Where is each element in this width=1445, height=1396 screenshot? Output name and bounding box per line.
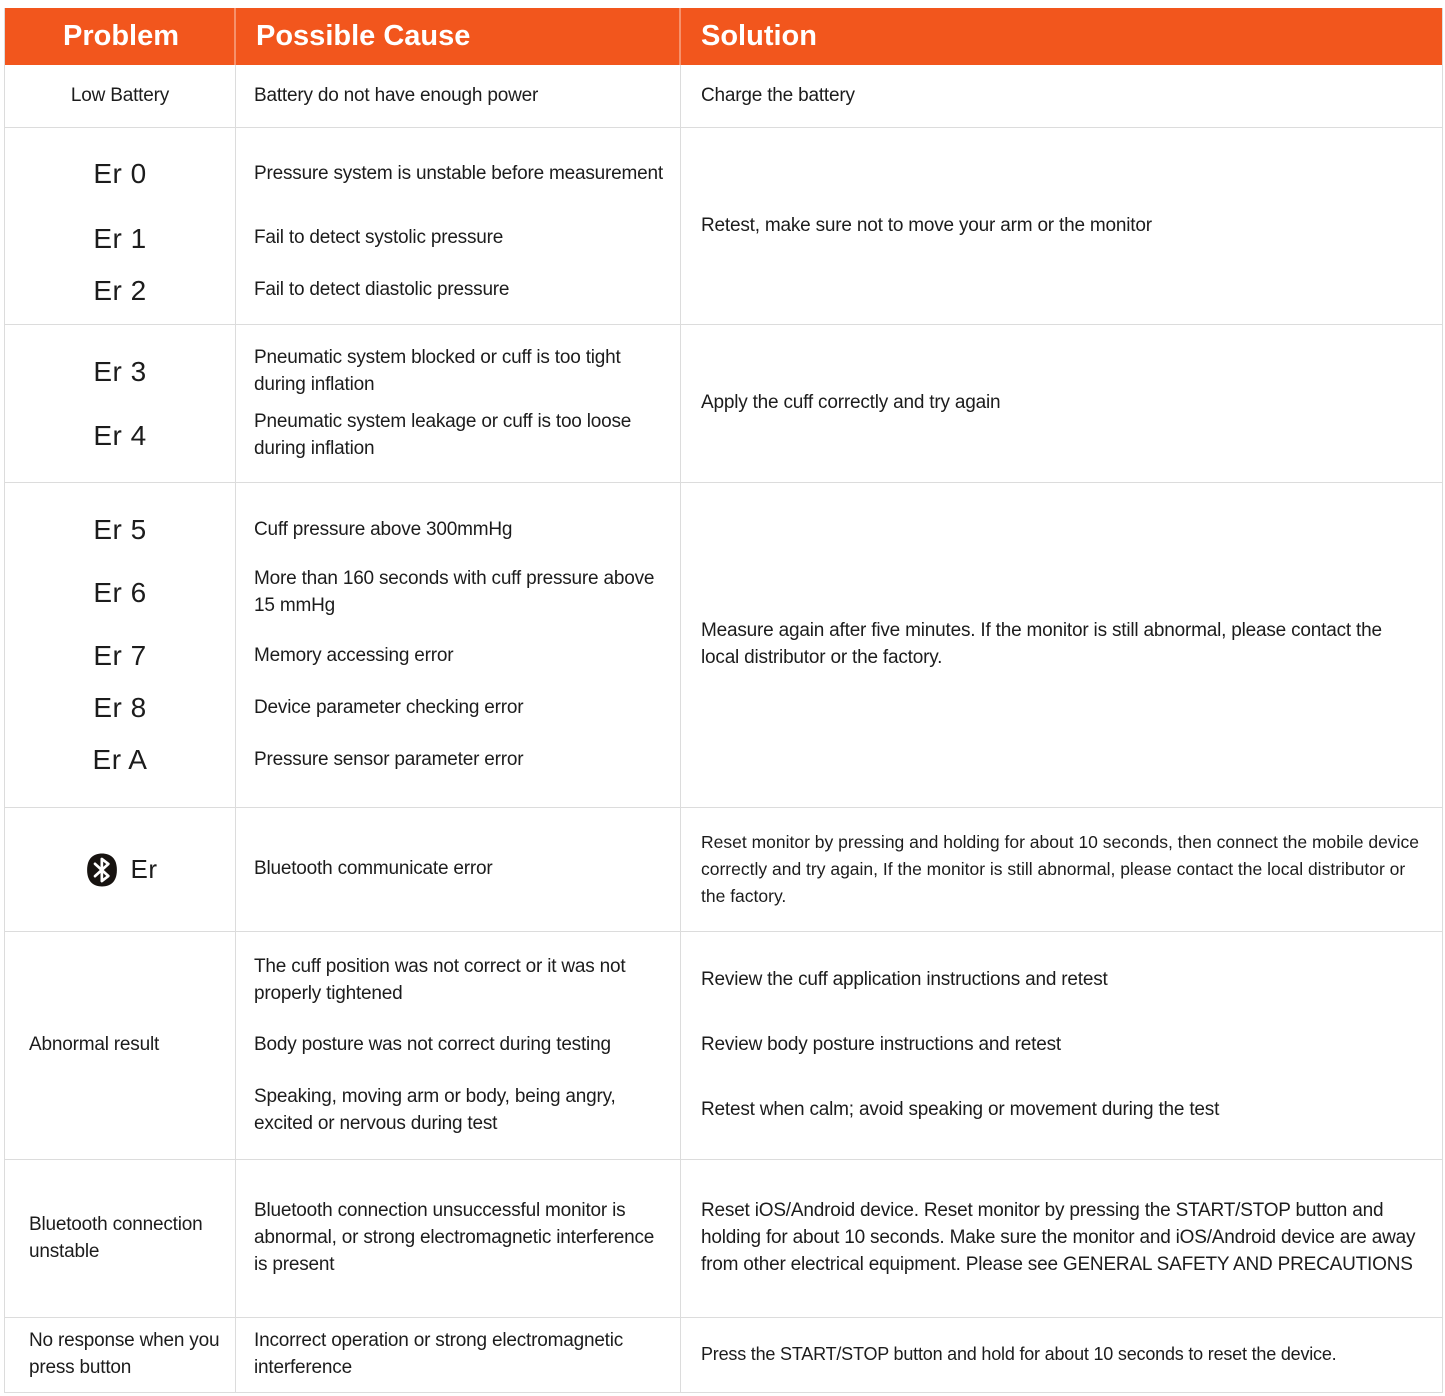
cause-text: Body posture was not correct during testing: [254, 1034, 611, 1056]
cause-text: Memory accessing error: [254, 644, 454, 666]
error-code-er6: Er 6: [93, 577, 147, 609]
cause-no-response: [236, 1318, 681, 1393]
solution-text: Press the START/STOP button and hold for about 10 seconds to reset the device.: [701, 1344, 1337, 1365]
problem-er5-erA: [5, 483, 236, 808]
cause-text: Speaking, moving arm or body, being angry, excited or nervous during test: [254, 1085, 616, 1134]
troubleshooting-table: [4, 8, 1443, 1393]
solution-er0-er2: [681, 128, 1442, 325]
cause-text: Bluetooth connection unsuccessful monitor is abnormal, or strong electromagnetic interference is present: [254, 1200, 655, 1275]
solution-text: Review body posture instructions and retest: [701, 1034, 1061, 1056]
solution-text: Reset iOS/Android device. Reset monitor by pressing the START/STOP button and holding for about 10 seconds. Make sure the monitor and iOS/Android device are away from other electrical equipment. Please see GENERAL SAFETY AND PRECAUTIONS: [701, 1200, 1416, 1275]
error-code-er1: Er 1: [93, 223, 147, 255]
cause-text: Battery do not have enough power: [254, 84, 539, 106]
solution-text: Measure again after five minutes. If the monitor is still abnormal, please contact the local distributor or the factory.: [701, 620, 1382, 668]
header-cause-label: Possible Cause: [256, 20, 471, 52]
solution-text: Review the cuff application instructions and retest: [701, 969, 1108, 991]
cause-er3-er4: [236, 325, 681, 483]
solution-low-battery: [681, 65, 1442, 128]
cause-text: Incorrect operation or strong electromagnetic interference: [254, 1330, 624, 1378]
cause-abnormal-result: [236, 932, 681, 1160]
error-code-er0: Er 0: [93, 158, 147, 190]
problem-label: No response when you press button: [29, 1330, 220, 1378]
error-code-er8: Er 8: [93, 692, 147, 724]
header-problem-label: Problem: [63, 20, 180, 52]
problem-bluetooth-er: [5, 808, 236, 932]
cause-bluetooth-unstable: [236, 1160, 681, 1318]
cause-text: Pressure system is unstable before measurement: [254, 163, 663, 185]
solution-text: Apply the cuff correctly and try again: [701, 392, 1001, 414]
cause-text: Fail to detect diastolic pressure: [254, 278, 510, 300]
problem-low-battery: [5, 65, 236, 128]
header-problem: [5, 8, 236, 65]
solution-text: Retest, make sure not to move your arm or the monitor: [701, 214, 1152, 236]
solution-bluetooth-er: [681, 808, 1442, 932]
problem-label: Low Battery: [70, 84, 170, 106]
cause-text: Pneumatic system blocked or cuff is too tight during inflation: [254, 346, 621, 395]
error-code-er7: Er 7: [93, 640, 147, 672]
error-code-erA: Er A: [92, 744, 148, 776]
header-solution: [681, 8, 1442, 65]
error-code-er4: Er 4: [93, 419, 147, 451]
solution-text: Retest when calm; avoid speaking or movement during the test: [701, 1099, 1220, 1121]
cause-low-battery: [236, 65, 681, 128]
solution-bluetooth-unstable: [681, 1160, 1442, 1318]
problem-er3-er4: [5, 325, 236, 483]
cause-text: Device parameter checking error: [254, 696, 524, 718]
problem-er0-er2: [5, 128, 236, 325]
solution-no-response: [681, 1318, 1442, 1393]
problem-label: Abnormal result: [29, 1034, 160, 1056]
cause-text: The cuff position was not correct or it was not properly tightened: [254, 955, 626, 1004]
problem-abnormal-result: [5, 932, 236, 1160]
header-solution-label: Solution: [701, 20, 817, 52]
cause-bluetooth-er: [236, 808, 681, 932]
error-code-er2: Er 2: [93, 275, 147, 307]
cause-text: Pneumatic system leakage or cuff is too loose during inflation: [254, 410, 632, 459]
solution-text: Reset monitor by pressing and holding for about 10 seconds, then connect the mobile device correctly and try again, If the monitor is still abnormal, please contact the local distributor or the factory.: [701, 831, 1419, 907]
error-code-er5: Er 5: [93, 514, 147, 546]
cause-text: Cuff pressure above 300mmHg: [254, 518, 513, 540]
bluetooth-icon: [83, 851, 121, 889]
error-code-bt-er: Er: [130, 853, 158, 884]
solution-er3-er4: [681, 325, 1442, 483]
problem-bluetooth-unstable: [5, 1160, 236, 1318]
cause-er5-erA: [236, 483, 681, 808]
problem-no-response: [5, 1318, 236, 1393]
cause-text: Pressure sensor parameter error: [254, 748, 524, 770]
problem-label: Bluetooth connection unstable: [29, 1213, 203, 1262]
header-possible-cause: [236, 8, 681, 65]
solution-er5-erA: [681, 483, 1442, 808]
cause-er0-er2: [236, 128, 681, 325]
solution-abnormal-result: [681, 932, 1442, 1160]
cause-text: More than 160 seconds with cuff pressure above 15 mmHg: [254, 568, 655, 616]
error-code-er3: Er 3: [93, 355, 147, 387]
solution-text: Charge the battery: [701, 84, 855, 106]
cause-text: Bluetooth communicate error: [254, 858, 493, 880]
cause-text: Fail to detect systolic pressure: [254, 227, 504, 249]
